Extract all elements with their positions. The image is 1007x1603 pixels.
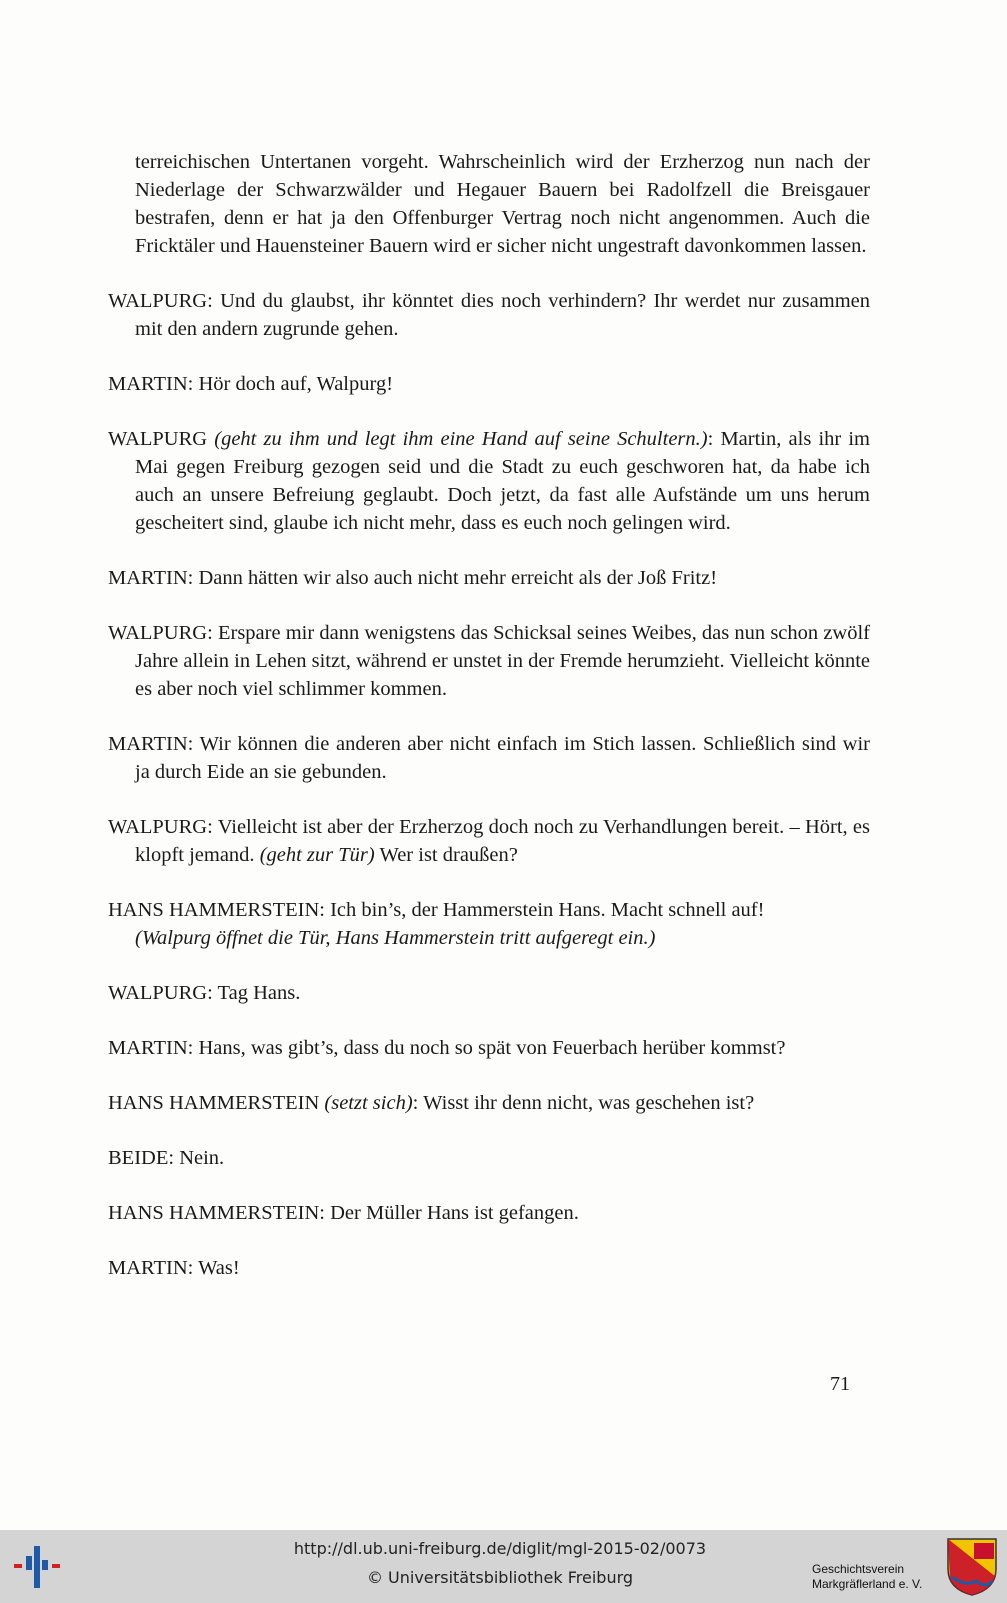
copyright-text: © Universitätsbibliothek Freiburg (366, 1568, 634, 1587)
speaker-name: HANS HAMMERSTEIN (108, 899, 320, 921)
society-line: Geschichtsverein (812, 1562, 905, 1576)
dialogue-line: HANS HAMMERSTEIN (setzt sich): Wisst ihr denn nicht, was geschehen ist? (108, 1092, 755, 1114)
dialogue-text: Martin, als ihr im Mai gegen Freiburg gezogen seid und die Stadt zu euch geschworen hat, da habe ich auch an unsere Befreiung geglaubt. Doch jetzt, da fast alle Aufstände um uns herum gescheitert sind, glaube ich nicht mehr, dass es euch noch gelingen wird. (135, 428, 871, 534)
page-number: 71 (830, 1373, 850, 1395)
speaker-name: MARTIN (108, 1257, 188, 1279)
stage-direction: (Walpurg öffnet die Tür, Hans Hammerstein tritt aufgeregt ein.) (135, 927, 656, 949)
permalink-url[interactable]: http://dl.ub.uni-freiburg.de/diglit/mgl-2015-02/0073 (293, 1539, 707, 1558)
dialogue-text: Wir können die anderen aber nicht einfach im Stich lassen. Schließlich sind wir ja durch Eide an sie gebunden. (135, 733, 871, 783)
speaker-name: MARTIN (108, 567, 188, 589)
viewer-footer (0, 1530, 1007, 1603)
dialogue-line: WALPURG: Vielleicht ist aber der Erzherzog doch noch zu Verhandlungen bereit. – Hört, es klopft jemand. (geht zur Tür) Wer ist draußen? (108, 816, 870, 866)
dialogue-text: Wisst ihr denn nicht, was geschehen ist? (423, 1092, 755, 1114)
speaker-name: WALPURG (108, 982, 208, 1004)
dialogue-line: MARTIN: Hör doch auf, Walpurg! (108, 373, 394, 395)
dialogue-line: MARTIN: Hans, was gibt’s, dass du noch so spät von Feuerbach herüber kommst? (108, 1037, 786, 1059)
dialogue-line: HANS HAMMERSTEIN: Ich bin’s, der Hammerstein Hans. Macht schnell auf! (Walpurg öffnet die Tür, Hans Hammerstein tritt aufgeregt ein.) (108, 896, 870, 952)
speaker-name: WALPURG (108, 290, 208, 312)
dialogue-line: WALPURG: Und du glaubst, ihr könntet dies noch verhindern? Ihr werdet nur zusammen mit den andern zugrunde gehen. (108, 290, 870, 340)
dialogue-text: Wer ist draußen? (379, 844, 518, 866)
coat-of-arms-icon (946, 1537, 998, 1597)
stage-direction: (geht zur Tür) (259, 844, 375, 866)
speaker-name: WALPURG (108, 816, 208, 838)
dialogue-text: Vielleicht ist aber der Erzherzog doch noch zu Verhandlungen bereit. – Hört, es klopft jemand. (135, 816, 870, 866)
society-name (812, 1562, 922, 1592)
dialogue-text: Ich bin’s, der Hammerstein Hans. Macht schnell auf! (330, 899, 765, 921)
speaker-name: MARTIN (108, 733, 188, 755)
dialogue-text: Tag Hans. (217, 982, 301, 1004)
dialogue-text: Dann hätten wir also auch nicht mehr erreicht als der Joß Fritz! (198, 567, 718, 589)
dialogue-line: WALPURG: Tag Hans. (108, 982, 301, 1004)
speaker-name: MARTIN (108, 373, 188, 395)
dialogue-text: Hans, was gibt’s, dass du noch so spät von Feuerbach herüber kommst? (198, 1037, 786, 1059)
speaker-name: MARTIN (108, 1037, 188, 1059)
dialogue-line: WALPURG (geht zu ihm und legt ihm eine Hand auf seine Schultern.): Martin, als ihr im Mai gegen Freiburg gezogen seid und die Stadt zu euch geschworen hat, da habe ich auch an unsere Befreiung geglaubt. Doch jetzt, da fast alle Aufstände um uns herum gescheitert sind, glaube ich nicht mehr, dass es euch noch gelingen wird. (108, 428, 871, 534)
dialogue-text: Und du glaubst, ihr könntet dies noch verhindern? Ihr werdet nur zusammen mit den andern zugrunde gehen. (135, 290, 870, 340)
dialogue-line: MARTIN: Wir können die anderen aber nicht einfach im Stich lassen. Schließlich sind wir ja durch Eide an sie gebunden. (108, 733, 871, 783)
dialogue-line: MARTIN: Dann hätten wir also auch nicht mehr erreicht als der Joß Fritz! (108, 567, 718, 589)
document-body (108, 148, 870, 1309)
paragraph (108, 148, 870, 260)
dialogue-text: Nein. (179, 1147, 225, 1169)
dialogue-text: Hör doch auf, Walpurg! (198, 373, 394, 395)
speaker-name: WALPURG (108, 428, 208, 450)
dialogue-line: BEIDE: Nein. (108, 1147, 225, 1169)
society-line: Markgräflerland e. V. (812, 1577, 923, 1591)
dialogue-line: HANS HAMMERSTEIN: Der Müller Hans ist gefangen. (108, 1202, 579, 1224)
speaker-name: BEIDE (108, 1147, 169, 1169)
dialogue-line: MARTIN: Was! (108, 1257, 240, 1279)
paragraph-text: terreichischen Untertanen vorgeht. Wahrscheinlich wird der Erzherzog nun nach der Niederlage der Schwarzwälder und Hegauer Bauern bei Radolfzell die Breisgauer bestrafen, denn er hat ja den Offenburger Vertrag noch nicht angenommen. Auch die Fricktäler und Hauensteiner Bauern wird er sicher nicht ungestraft davonkommen lassen. (135, 151, 870, 257)
speaker-name: WALPURG (108, 622, 208, 644)
stage-direction: (setzt sich) (324, 1092, 413, 1114)
stage-direction: (geht zu ihm und legt ihm eine Hand auf seine Schultern.) (214, 428, 708, 450)
dialogue-text: Was! (198, 1257, 240, 1279)
dialogue-text: Der Müller Hans ist gefangen. (330, 1202, 579, 1224)
dialogue-line: WALPURG: Erspare mir dann wenigstens das Schicksal seines Weibes, das nun schon zwölf Jahre allein in Lehen sitzt, während er unstet in der Fremde herumzieht. Vielleicht könnte es aber noch viel schlimmer kommen. (108, 622, 871, 700)
speaker-name: HANS HAMMERSTEIN (108, 1202, 320, 1224)
ub-freiburg-logo-icon[interactable] (12, 1544, 62, 1590)
dialogue-text: Erspare mir dann wenigstens das Schicksal seines Weibes, das nun schon zwölf Jahre allein in Lehen sitzt, während er unstet in der Fremde herumzieht. Vielleicht könnte es aber noch viel schlimmer kommen. (135, 622, 871, 700)
speaker-name: HANS HAMMERSTEIN (108, 1092, 320, 1114)
